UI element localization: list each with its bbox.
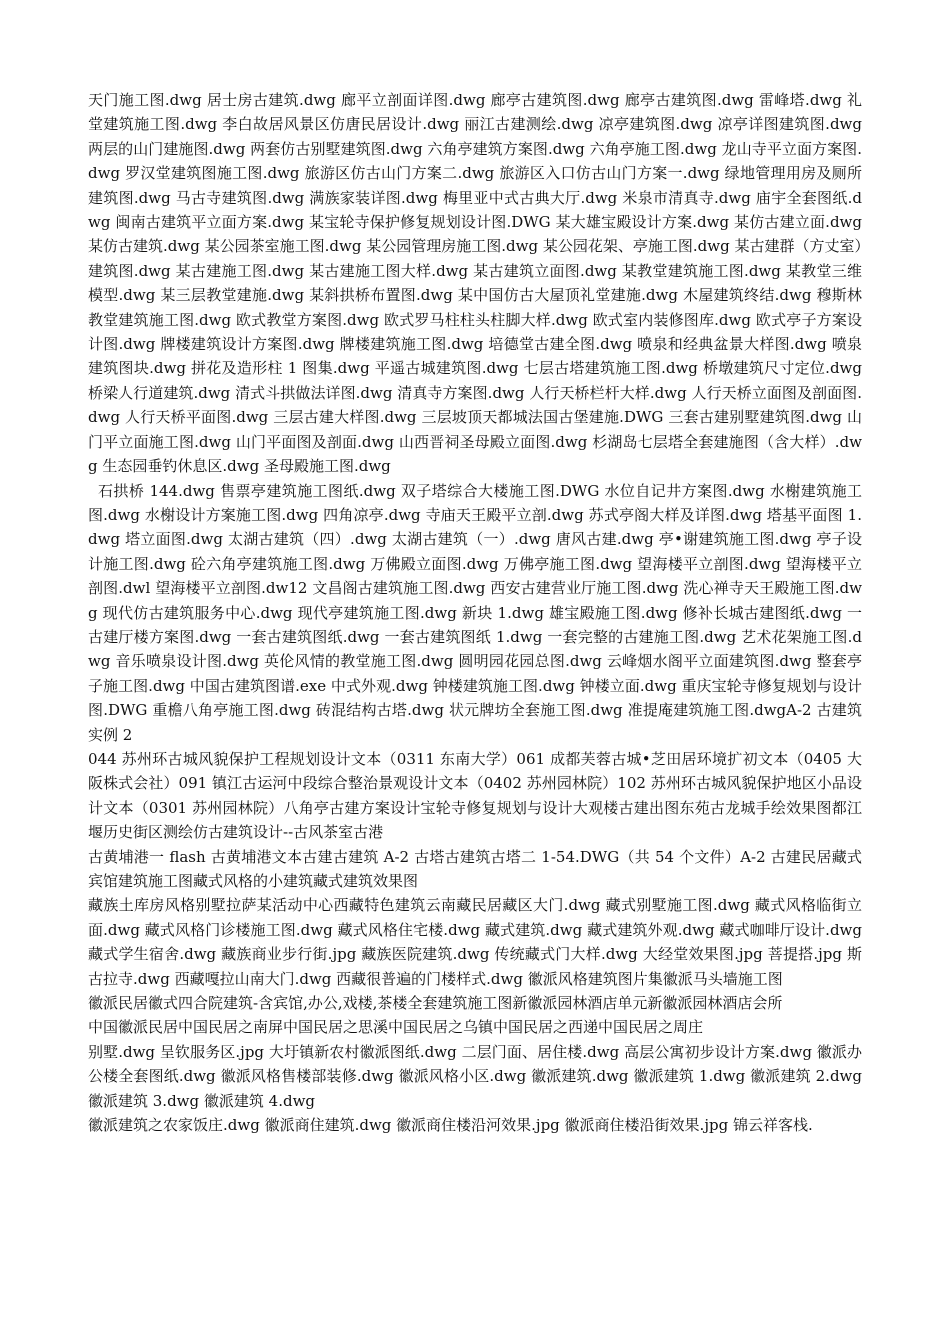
paragraph-9: 徽派建筑之农家饭庄.dwg 徽派商住建筑.dwg 徽派商住楼沿河效果.jpg 徽派商住楼沿街效果.jpg 锦云祥客栈. bbox=[88, 1116, 813, 1135]
paragraph-2: 石拱桥 144.dwg 售票亭建筑施工图纸.dwg 双子塔综合大楼施工图.DWG 水位自记井方案图.dwg 水榭建筑施工图.dwg 水榭设计方案施工图.dwg 四角凉亭.dwg 寺庙天王殿平立剖.dwg 苏式亭阁大样及详图.dwg 塔基平面图 1.dwg 塔立面图.dwg 太湖古建筑（四）.dwg 太湖古建筑（一）.dwg 唐风古建.dwg 亭•谢建筑施工图.dwg 亭子设计施工图.dwg 砼六角亭建筑施工图.dwg 万佛殿立面图.dwg 万佛亭施工图.dwg 望海楼平立剖图.dwg 望海楼平立剖图.dwl 望海楼平立剖图.dw12 文昌阁古建筑施工图.dwg 西安古建营业厅施工图.dwg 洗心禅寺天王殿施工图.dwg 现代仿古建筑服务中心.dwg 现代亭建筑施工图.dwg 新块 1.dwg 雄宝殿施工图.dwg 修补长城古建图纸.dwg 一古建厅楼方案图.dwg 一套古建筑图纸.dwg 一套古建筑图纸 1.dwg 一套完整的古建施工图.dwg 艺术花架施工图.dwg 音乐喷泉设计图.dwg 英伦风情的教堂施工图.dwg 圆明园花园总图.dwg 云峰烟水阁平立面建筑图.dwg 整套亭子施工图.dwg 中国古建筑图谱.exe 中式外观.dwg 钟楼建筑施工图.dwg 钟楼立面.dwg 重庆宝轮寺修复规划与设计图.DWG 重檐八角亭施工图.dwg 砖混结构古塔.dwg 状元牌坊全套施工图.dwg 准提庵建筑施工图.dwgA-2 古建筑实例 2 bbox=[88, 481, 862, 744]
paragraph-1: 天门施工图.dwg 居士房古建筑.dwg 廊平立剖面详图.dwg 廊亭古建筑图.dwg 廊亭古建筑图.dwg 雷峰塔.dwg 礼堂建筑施工图.dwg 李白故居风景区仿唐民居设计.dwg 丽江古建测绘.dwg 凉亭建筑图.dwg 凉亭详图建筑图.dwg 两层的山门建施图.dwg 两套仿古别墅建筑图.dwg 六角亭建筑方案图.dwg 六角亭施工图.dwg 龙山寺平立面方案图.dwg 罗汉堂建筑图施工图.dwg 旅游区仿古山门方案二.dwg 旅游区入口仿古山门方案一.dwg 绿地管理用房及厕所建筑图.dwg 马古寺建筑图.dwg 满族家装详图.dwg 梅里亚中式古典大厅.dwg 米泉市清真寺.dwg 庙宇全套图纸.dwg 闽南古建筑平立面方案.dwg 某宝轮寺保护修复规划设计图.DWG 某大雄宝殿设计方案.dwg 某仿古建立面.dwg 某仿古建筑.dwg 某公园茶室施工图.dwg 某公园管理房施工图.dwg 某公园花架、亭施工图.dwg 某古建群（方丈室）建筑图.dwg 某古建施工图.dwg 某古建施工图大样.dwg 某古建筑立面图.dwg 某教堂建筑施工图.dwg 某教堂三维模型.dwg 某三层教堂建施.dwg 某斜拱桥布置图.dwg 某中国仿古大屋顶礼堂建施.dwg 木屋建筑终结.dwg 穆斯林教堂建筑施工图.dwg 欧式教堂方案图.dwg 欧式罗马柱柱头柱脚大样.dwg 欧式室内装修图库.dwg 欧式亭子方案设计图.dwg 牌楼建筑设计方案图.dwg 牌楼建筑施工图.dwg 培德堂古建全图.dwg 喷泉和经典盆景大样图.dwg 喷泉建筑图块.dwg 拼花及造形柱 1 图集.dwg 平遥古城建筑图.dwg 七层古塔建筑施工图.dwg 桥墩建筑尺寸定位.dwg 桥梁人行道建筑.dwg 清式斗拱做法详图.dwg 清真寺方案图.dwg 人行天桥栏杆大样.dwg 人行天桥立面图及剖面图.dwg 人行天桥平面图.dwg 三层古建大样图.dwg 三层坡顶天都城法国古堡建施.DWG 三套古建别墅建筑图.dwg 山门平立面施工图.dwg 山门平面图及剖面.dwg 山西晋祠圣母殿立面图.dwg 杉湖岛七层塔全套建施图（含大样）.dwg 生态园垂钓休息区.dwg 圣母殿施工图.dwg bbox=[88, 91, 862, 476]
paragraph-4: 古黄埔港一 flash 古黄埔港文本古建古建筑 A-2 古塔古建筑古塔二 1-54.DWG（共 54 个文件）A-2 古建民居藏式宾馆建筑施工图藏式风格的小建筑藏式建筑效果图 bbox=[88, 847, 862, 890]
paragraph-6: 徽派民居徽式四合院建筑-含宾馆,办公,戏楼,茶楼全套建筑施工图新徽派园林酒店单元新徽派园林酒店会所 bbox=[88, 994, 783, 1013]
paragraph-5: 藏族土库房风格别墅拉萨某活动中心西藏特色建筑云南藏民居藏区大门.dwg 藏式别墅施工图.dwg 藏式风格临街立面.dwg 藏式风格门诊楼施工图.dwg 藏式风格住宅楼.dwg 藏式建筑.dwg 藏式建筑外观.dwg 藏式咖啡厅设计.dwg 藏式学生宿舍.dwg 藏族商业步行街.jpg 藏族医院建筑.dwg 传统藏式门大样.dwg 大经堂效果图.jpg 菩提搭.jpg 斯古拉寺.dwg 西藏嘎拉山南大门.dwg 西藏很普遍的门楼样式.dwg 徽派风格建筑图片集徽派马头墙施工图 bbox=[88, 896, 862, 988]
paragraph-7: 中国徽派民居中国民居之南屏中国民居之思溪中国民居之乌镇中国民居之西递中国民居之周庄 bbox=[88, 1018, 704, 1037]
paragraph-3: 044 苏州环古城风貌保护工程规划设计文本（0311 东南大学）061 成都芙蓉古城•芝田居环境扩初文本（0405 大阪株式会社）091 镇江古运河中段综合整治景观设计文本（0402 苏州园林院）102 苏州环古城风貌保护地区小品设计文本（0301 苏州园林院）八角亭古建方案设计宝轮寺修复规划与设计大观楼古建出图东苑古龙城手绘效果图都江堰历史街区测绘仿古建筑设计--古风茶室古港 bbox=[88, 749, 862, 842]
paragraph-8: 别墅.dwg 呈钦服务区.jpg 大圩镇新农村徽派图纸.dwg 二层门面、居住楼.dwg 高层公寓初步设计方案.dwg 徽派办公楼全套图纸.dwg 徽派风格售楼部装修.dwg 徽派风格小区.dwg 徽派建筑.dwg 徽派建筑 1.dwg 徽派建筑 2.dwg 徽派建筑 3.dwg 徽派建筑 4.dwg bbox=[88, 1042, 862, 1110]
